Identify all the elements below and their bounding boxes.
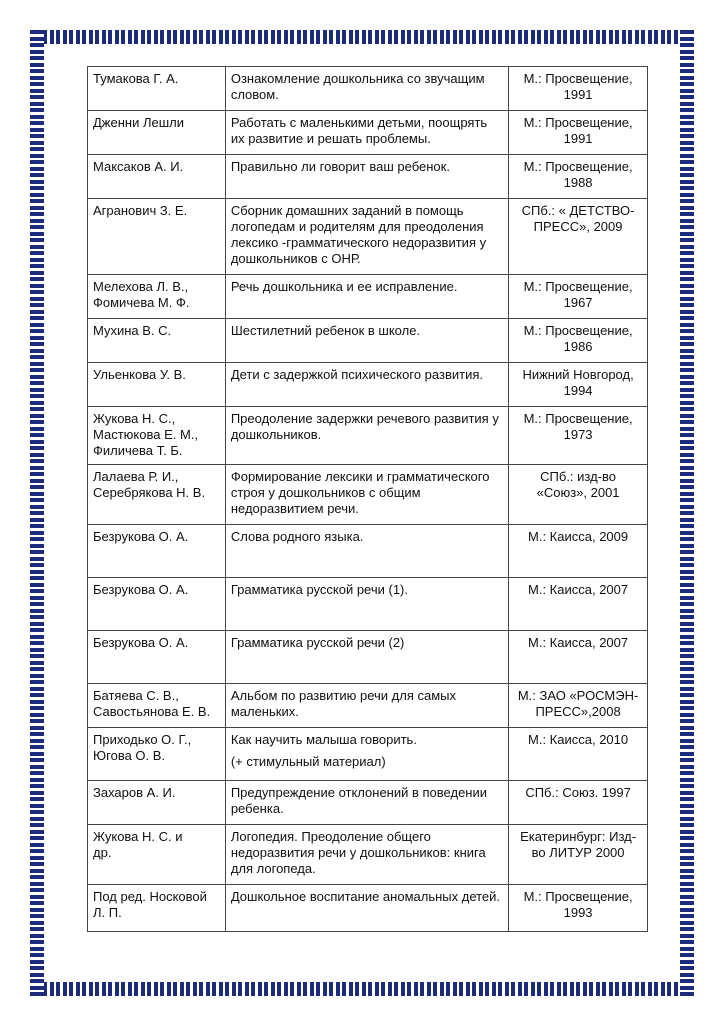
publisher-cell-text: М.: ЗАО «РОСМЭН-ПРЕСС»,2008 (517, 688, 639, 719)
author-cell (88, 363, 226, 407)
title-cell (225, 825, 508, 885)
author-cell (88, 67, 226, 111)
table-row (88, 67, 648, 111)
publisher-cell (509, 781, 648, 825)
publisher-cell (509, 363, 648, 407)
author-cell (88, 199, 226, 275)
title-cell-text: Альбом по развитию речи для самых маленьких. (230, 688, 456, 719)
author-cell-text: Югова О. В. (93, 748, 166, 763)
author-cell (88, 111, 226, 155)
publisher-cell-text: М.: Каисса, 2007 (528, 582, 629, 597)
page-border-bottom (30, 982, 694, 996)
title-cell (225, 275, 508, 319)
table-row (88, 199, 648, 275)
author-cell (88, 631, 226, 684)
title-cell-text: Ознакомление дошкольника со звучащим словом. (230, 71, 485, 102)
table-row (88, 363, 648, 407)
author-cell-text: Захаров А. И. (93, 785, 176, 800)
title-cell (225, 363, 508, 407)
title-cell-text: Работать с маленькими детьми, поощрять их развитие и решать проблемы. (230, 115, 488, 146)
title-cell-text: Грамматика русской речи (2) (230, 635, 405, 650)
table-row (88, 631, 648, 684)
bibliography-table (87, 66, 648, 932)
author-cell-text: Под ред. Носковой (93, 889, 207, 904)
publisher-cell-text: М.: Каисса, 2010 (528, 732, 629, 747)
publisher-cell (509, 407, 648, 465)
table-row (88, 781, 648, 825)
table-row (88, 319, 648, 363)
publisher-cell-text: М.: Просвещение, 1967 (523, 279, 633, 310)
title-cell (225, 155, 508, 199)
publisher-cell (509, 525, 648, 578)
publisher-cell-text: М.: Просвещение, 1986 (523, 323, 633, 354)
publisher-cell (509, 885, 648, 932)
author-cell-text: Жукова Н. С., (93, 411, 176, 426)
author-cell-text: Лалаева Р. И., (93, 469, 179, 484)
page-border-top (30, 30, 694, 44)
publisher-cell (509, 199, 648, 275)
author-cell (88, 781, 226, 825)
author-cell (88, 155, 226, 199)
publisher-cell (509, 631, 648, 684)
table-row (88, 111, 648, 155)
table-row (88, 407, 648, 465)
publisher-cell-text: СПб.: изд-во «Союз», 2001 (536, 469, 620, 500)
table-row (88, 825, 648, 885)
table-row (88, 578, 648, 631)
author-cell-text: Максаков А. И. (93, 159, 184, 174)
title-cell-text: Дети с задержкой психического развития. (230, 367, 483, 382)
publisher-cell (509, 684, 648, 728)
author-cell-text: Фомичева М. Ф. (93, 295, 190, 310)
author-cell-text: Безрукова О. А. (93, 635, 189, 650)
title-cell-text: Как научить малыша говорить. (230, 732, 417, 747)
publisher-cell-text: М.: Просвещение, 1973 (523, 411, 633, 442)
author-cell (88, 407, 226, 465)
author-cell-text: Мухина В. С. (93, 323, 172, 338)
author-cell (88, 578, 226, 631)
title-cell (225, 525, 508, 578)
table-row (88, 465, 648, 525)
table-row (88, 525, 648, 578)
title-cell (225, 465, 508, 525)
table-row (88, 275, 648, 319)
table-row (88, 155, 648, 199)
author-cell (88, 525, 226, 578)
author-cell-text: Дженни Лешли (93, 115, 184, 130)
title-cell (225, 199, 508, 275)
publisher-cell-text: М.: Просвещение, 1988 (523, 159, 633, 190)
page-border-left (30, 30, 44, 996)
author-cell-text: Ульенкова У. В. (93, 367, 186, 382)
title-cell-text: Формирование лексики и грамматического строя у дошкольников с общим недоразвитием речи. (230, 469, 490, 516)
author-cell-text: Тумакова Г. А. (93, 71, 179, 86)
title-cell (225, 781, 508, 825)
publisher-cell (509, 825, 648, 885)
title-cell (225, 885, 508, 932)
author-cell-text: Жукова Н. С. и (93, 829, 183, 844)
title-cell-text: Правильно ли говорит ваш ребенок. (230, 159, 450, 174)
author-cell (88, 885, 226, 932)
author-cell-text: Батяева С. В., (93, 688, 179, 703)
author-cell (88, 684, 226, 728)
publisher-cell-text: М.: Каисса, 2007 (528, 635, 629, 650)
author-cell-text: Мастюкова Е. М., (93, 427, 199, 442)
title-cell-text: Сборник домашних заданий в помощь логопедам и родителям для преодоления лексико -грамматического недоразвития у дошкольников с ОНР. (230, 203, 487, 266)
author-cell (88, 825, 226, 885)
title-cell-text: Преодоление задержки речевого развития у дошкольников. (230, 411, 499, 442)
title-cell (225, 407, 508, 465)
author-cell-text: Мелехова Л. В., (93, 279, 189, 294)
author-cell-text: Серебрякова Н. В. (93, 485, 206, 500)
publisher-cell (509, 111, 648, 155)
title-cell (225, 684, 508, 728)
title-cell-text: Грамматика русской речи (1). (230, 582, 408, 597)
title-cell-text: Предупреждение отклонений в поведении ребенка. (230, 785, 488, 816)
author-cell-text: Филичева Т. Б. (93, 443, 183, 458)
publisher-cell (509, 578, 648, 631)
publisher-cell (509, 67, 648, 111)
title-cell-text: Шестилетний ребенок в школе. (230, 323, 421, 338)
author-cell-text: Савостьянова Е. В. (93, 704, 211, 719)
bibliography-table-body (88, 67, 648, 932)
publisher-cell (509, 275, 648, 319)
table-row (88, 885, 648, 932)
author-cell (88, 275, 226, 319)
publisher-cell-text: СПб.: Союз. 1997 (525, 785, 631, 800)
title-cell-text: Слова родного языка. (230, 529, 364, 544)
title-cell (225, 578, 508, 631)
author-cell-text: др. (93, 845, 112, 860)
publisher-cell (509, 319, 648, 363)
author-cell-text: Агранович З. Е. (93, 203, 188, 218)
author-cell (88, 319, 226, 363)
author-cell (88, 465, 226, 525)
publisher-cell (509, 155, 648, 199)
title-cell-note: (+ стимульный материал) (230, 754, 386, 769)
publisher-cell (509, 728, 648, 781)
publisher-cell-text: Екатеринбург: Изд-во ЛИТУР 2000 (520, 829, 637, 860)
author-cell-text: Приходько О. Г., (93, 732, 192, 747)
publisher-cell-text: М.: Просвещение, 1991 (523, 71, 633, 102)
publisher-cell-text: М.: Каисса, 2009 (528, 529, 629, 544)
publisher-cell (509, 465, 648, 525)
title-cell (225, 728, 508, 781)
publisher-cell-text: М.: Просвещение, 1993 (523, 889, 633, 920)
publisher-cell-text: Нижний Новгород, 1994 (522, 367, 634, 398)
author-cell (88, 728, 226, 781)
publisher-cell-text: М.: Просвещение, 1991 (523, 115, 633, 146)
title-cell-text: Логопедия. Преодоление общего недоразвития речи у дошкольников: книга для логопеда. (230, 829, 486, 876)
title-cell (225, 67, 508, 111)
title-cell (225, 319, 508, 363)
title-cell-text: Речь дошкольника и ее исправление. (230, 279, 458, 294)
title-cell (225, 631, 508, 684)
author-cell-text: Л. П. (93, 905, 122, 920)
author-cell-text: Безрукова О. А. (93, 582, 189, 597)
title-cell (225, 111, 508, 155)
table-row (88, 684, 648, 728)
table-row (88, 728, 648, 781)
publisher-cell-text: СПб.: « ДЕТСТВО-ПРЕСС», 2009 (521, 203, 635, 234)
title-cell-text: Дошкольное воспитание аномальных детей. (230, 889, 501, 904)
page-border-right (680, 30, 694, 996)
author-cell-text: Безрукова О. А. (93, 529, 189, 544)
